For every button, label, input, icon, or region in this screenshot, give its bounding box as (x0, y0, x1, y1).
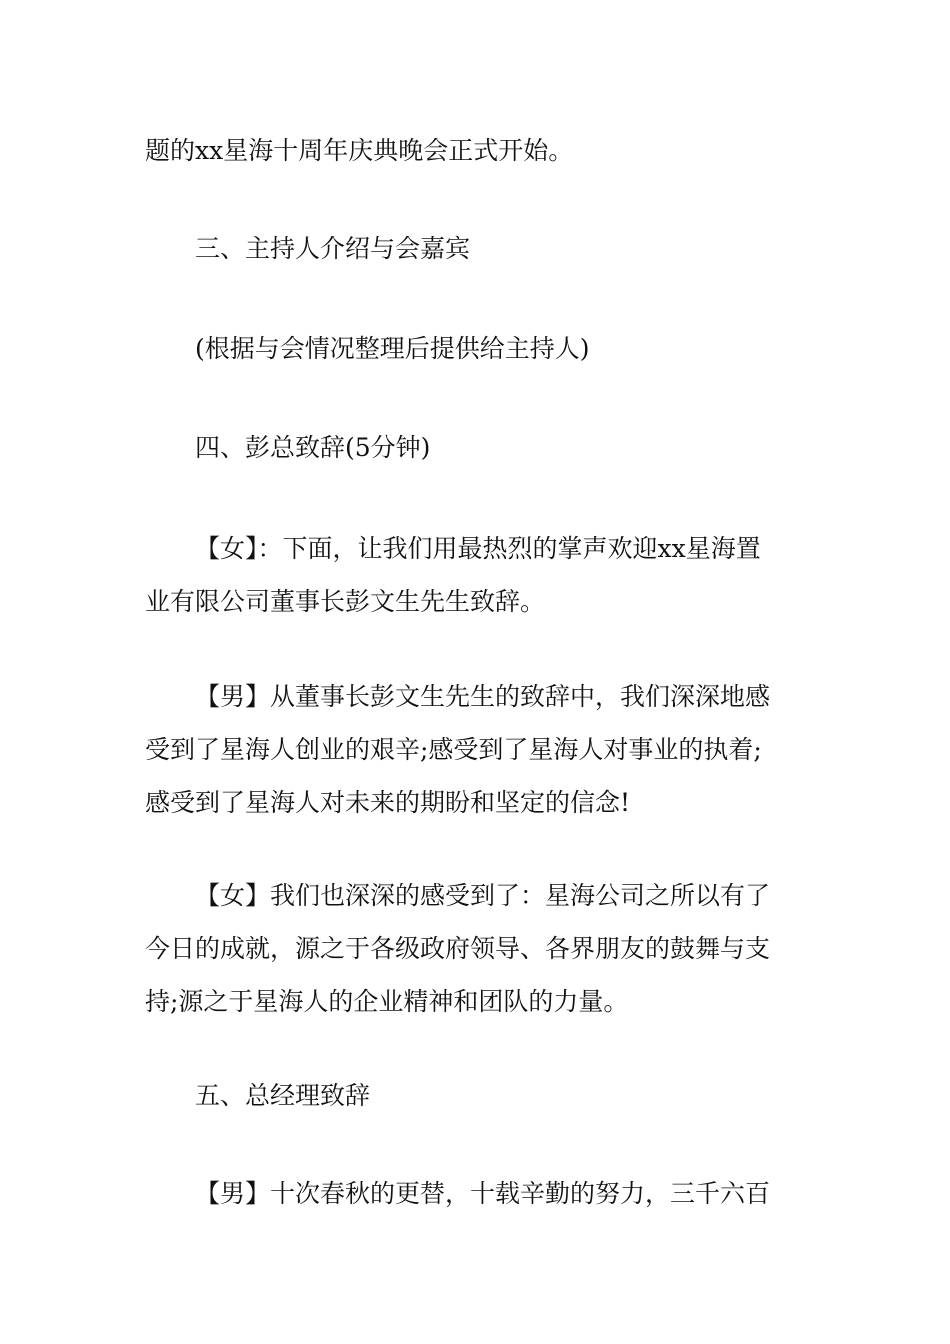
paragraph-male-response (145, 670, 770, 829)
paragraph-female-response (145, 869, 770, 1028)
paragraph-line: 【男】从董事长彭文生先生的致辞中，我们深深地感 (195, 682, 771, 711)
paragraph-line: 持;源之于星海人的企业精神和团队的力量。 (145, 987, 629, 1016)
paragraph-line: 业有限公司董事长彭文生先生致辞。 (145, 587, 546, 616)
paragraph-line: 今日的成就，源之于各级政府领导、各界朋友的鼓舞与支 (145, 934, 771, 963)
section-heading-host-intro: 三、主持人介绍与会嘉宾 (195, 234, 471, 263)
section-heading-gm-speech: 五、总经理致辞 (195, 1081, 371, 1110)
host-note: (根据与会情况整理后提供给主持人) (195, 334, 590, 363)
paragraph-female-intro (145, 522, 761, 628)
paragraph-male-ten-years: 【男】十次春秋的更替，十载辛勤的努力，三千六百 (195, 1179, 771, 1208)
paragraph-line: 受到了星海人创业的艰辛;感受到了星海人对事业的执着; (145, 735, 762, 764)
section-heading-chairman-speech: 四、彭总致辞(5分钟) (195, 433, 431, 462)
paragraph-line: 感受到了星海人对未来的期盼和坚定的信念! (145, 788, 631, 817)
paragraph-opening-end: 题的xx星海十周年庆典晚会正式开始。 (145, 136, 574, 165)
paragraph-line: 【女】：下面，让我们用最热烈的掌声欢迎xx星海置 (195, 534, 761, 563)
paragraph-line: 【女】我们也深深的感受到了：星海公司之所以有了 (195, 881, 771, 910)
